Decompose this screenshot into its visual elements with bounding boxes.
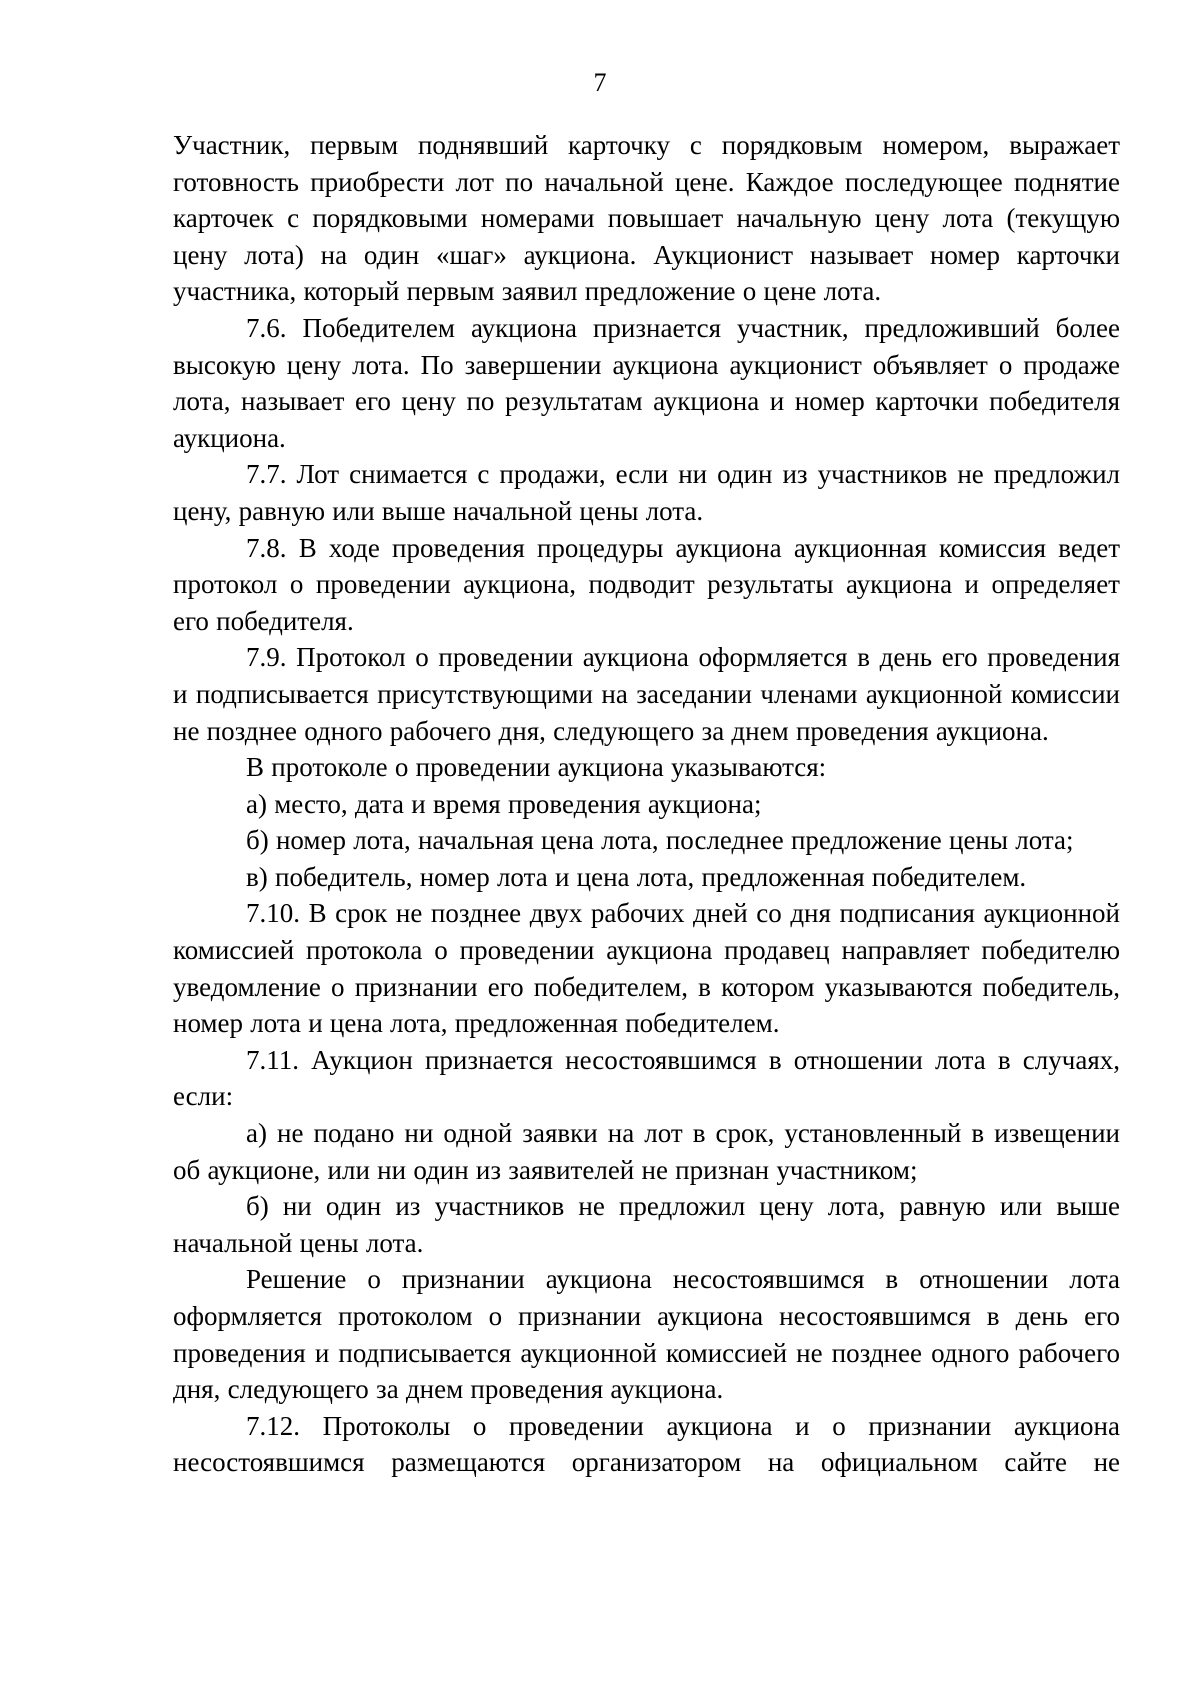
- document-body: [173, 127, 1120, 1481]
- paragraph-7-9: 7.9. Протокол о проведении аукциона оформляется в день его проведения и подписывается присутствующими на заседании членами аукционной комиссии не позднее одного рабочего дня, следующего за днем проведения аукциона.: [173, 642, 1120, 746]
- paragraph-7-8: 7.8. В ходе проведения процедуры аукциона аукционная комиссия ведет протокол о проведении аукциона, подводит результаты аукциона и определяет его победителя.: [173, 532, 1120, 636]
- list-item-v: в) победитель, номер лота и цена лота, предложенная победителем.: [246, 861, 1027, 892]
- list-item-b: б) номер лота, начальная цена лота, последнее предложение цены лота;: [246, 825, 1074, 856]
- page-number: 7: [593, 68, 607, 97]
- paragraph-7-7: 7.7. Лот снимается с продажи, если ни один из участников не предложил цену, равную или выше начальной цены лота.: [173, 459, 1120, 526]
- paragraph-7-6: 7.6. Победителем аукциона признается участник, предложивший более высокую цену лота. По завершении аукциона аукционист объявляет о продаже лота, называет его цену по результатам аукциона и номер карточки победителя аукциона.: [173, 312, 1120, 453]
- list-item-b-failed: б) ни один из участников не предложил цену лота, равную или выше начальной цены лота.: [173, 1191, 1120, 1258]
- paragraph-failed-decision: Решение о признании аукциона несостоявшимся в отношении лота оформляется протоколом о признании аукциона несостоявшимся в день его проведения и подписывается аукционной комиссией не позднее одного рабочего дня, следующего за днем проведения аукциона.: [173, 1264, 1120, 1405]
- paragraph-protocol-contents: В протоколе о проведении аукциона указываются:: [246, 752, 827, 783]
- paragraph-7-12: 7.12. Протоколы о проведении аукциона и о признании аукциона несостоявшимся размещаются организатором на официальном сайте не: [173, 1410, 1120, 1478]
- paragraph-7-11: 7.11. Аукцион признается несостоявшимся в отношении лота в случаях, если:: [173, 1044, 1120, 1112]
- paragraph-7-10: 7.10. В срок не позднее двух рабочих дней со дня подписания аукционной комиссией протокола о проведении аукциона продавец направляет победителю уведомление о признании его победителем, в котором указываются победитель, номер лота и цена лота, предложенная победителем.: [173, 898, 1120, 1039]
- paragraph-continuation: Участник, первым поднявший карточку с порядковым номером, выражает готовность приобрести лот по начальной цене. Каждое последующее поднятие карточек с порядковыми номерами повышает начальную цену лота (текущую цену лота) на один «шаг» аукциона. Аукционист называет номер карточки участника, который первым заявил предложение о цене лота.: [173, 130, 1120, 307]
- list-item-a: а) место, дата и время проведения аукциона;: [246, 788, 762, 819]
- list-item-a-failed: а) не подано ни одной заявки на лот в срок, установленный в извещении об аукционе, или ни один из заявителей не признан участником;: [173, 1118, 1120, 1185]
